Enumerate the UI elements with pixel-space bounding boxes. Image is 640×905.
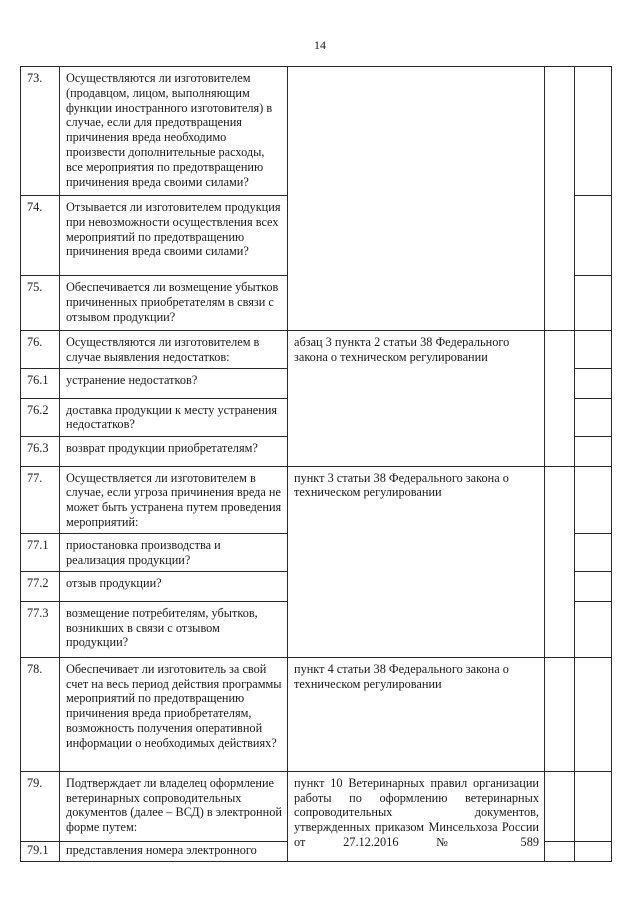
checklist-table [20,66,612,862]
answer-cell [545,466,575,657]
row-number: 76. [21,331,60,369]
question-cell: Обеспечивает ли изготовитель за свой счет на весь период действия программы мероприятий по предотвращению причинения вреда приобретателям, возможность получения оперативной информации о необходимых действиях? [60,657,288,771]
reference-cell: пункт 3 статьи 38 Федерального закона о техническом регулировании [288,466,545,657]
row-number: 76.2 [21,398,60,436]
note-cell [575,398,612,436]
reference-cell [288,67,545,331]
row-number: 79. [21,771,60,841]
row-number: 78. [21,657,60,771]
question-cell: доставка продукции к месту устранения недостатков? [60,398,288,436]
note-cell [575,771,612,841]
note-cell [575,533,612,571]
answer-cell [545,771,575,841]
note-cell [575,571,612,601]
question-cell: приостановка производства и реализация продукции? [60,533,288,571]
answer-cell [545,841,575,861]
question-cell: Обеспечивается ли возмещение убытков причиненных приобретателям в связи с отзывом продукции? [60,276,288,331]
reference-cell: пункт 10 Ветеринарных правил организации работы по оформлению ветеринарных сопроводительных документов, утвержденных приказом Минсельхоза России от 27.12.2016 № 589 [288,771,545,861]
note-cell [575,331,612,369]
note-cell [575,368,612,398]
note-cell [575,466,612,533]
row-number: 73. [21,67,60,196]
question-cell: устранение недостатков? [60,368,288,398]
table-row [21,771,612,841]
answer-cell [545,331,575,467]
table-row [21,67,612,196]
note-cell [575,67,612,196]
reference-cell: абзац 3 пункта 2 статьи 38 Федерального закона о техническом регулировании [288,331,545,467]
answer-cell [545,67,575,331]
row-number: 75. [21,276,60,331]
question-cell: отзыв продукции? [60,571,288,601]
answer-cell [545,657,575,771]
question-cell: Подтверждает ли владелец оформление ветеринарных сопроводительных документов (далее – ВСД) в электронной форме путем: [60,771,288,841]
row-number: 77.2 [21,571,60,601]
question-cell: возврат продукции приобретателям? [60,436,288,466]
row-number: 77.1 [21,533,60,571]
question-cell: Отзывается ли изготовителем продукция при невозможности осуществления всех мероприятий по предотвращению причинения вреда своими силами? [60,196,288,276]
question-cell: возмещение потребителям, убытков, возникших в связи с отзывом продукции? [60,601,288,657]
note-cell [575,276,612,331]
note-cell [575,436,612,466]
row-number: 79.1 [21,841,60,861]
reference-cell: пункт 4 статьи 38 Федерального закона о техническом регулировании [288,657,545,771]
row-number: 77. [21,466,60,533]
table-row [21,331,612,369]
question-cell: представления номера электронного [60,841,288,861]
question-cell: Осуществляется ли изготовителем в случае, если угроза причинения вреда не может быть устранена путем проведения мероприятий: [60,466,288,533]
table-row [21,657,612,771]
row-number: 77.3 [21,601,60,657]
question-cell: Осуществляются ли изготовителем (продавцом, лицом, выполняющим функции иностранного изготовителя) в случае, если для предотвращения причинения вреда необходимо произвести дополнительные расходы, все мероприятия по предотвращению причинения вреда своими силами? [60,67,288,196]
note-cell [575,841,612,861]
row-number: 76.1 [21,368,60,398]
page-number: 14 [314,38,326,52]
note-cell [575,196,612,276]
table-row [21,466,612,533]
note-cell [575,601,612,657]
note-cell [575,657,612,771]
row-number: 74. [21,196,60,276]
row-number: 76.3 [21,436,60,466]
question-cell: Осуществляются ли изготовителем в случае выявления недостатков: [60,331,288,369]
